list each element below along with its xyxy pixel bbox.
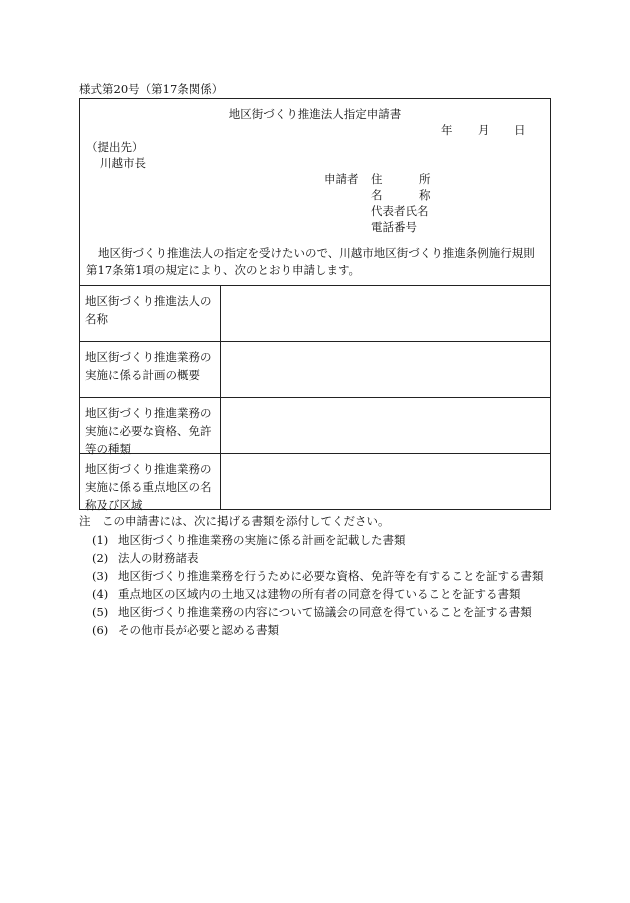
list-item: [92, 587, 521, 603]
form-number-label: 様式第20号（第17条関係）: [79, 82, 224, 96]
table-row: [80, 342, 550, 398]
list-item: [92, 569, 544, 585]
applicant-label: 申請者: [324, 172, 359, 186]
item-number: (6): [92, 623, 109, 637]
list-item: [92, 605, 532, 621]
item-text: 地区街づくり推進業務の実施に係る計画を記載した書類: [118, 533, 406, 547]
row-value-field[interactable]: [221, 454, 550, 510]
item-text: 地区街づくり推進業務の内容について協議会の同意を得ていることを証する書類: [118, 605, 532, 619]
item-text: その他市長が必要と認める書類: [118, 623, 279, 637]
date-day: 日: [514, 123, 526, 137]
item-number: (4): [92, 587, 109, 601]
row-value-field[interactable]: [221, 286, 550, 341]
addressee-label: （提出先）: [86, 140, 144, 154]
row-label: 地区街づくり推進業務の実施に係る重点地区の名称及び区域: [80, 454, 221, 510]
table-row: [80, 286, 550, 342]
list-item: [92, 533, 406, 549]
table-row: [80, 398, 550, 454]
item-number: (5): [92, 605, 109, 619]
item-number: (2): [92, 551, 109, 565]
applicant-address-label-1: 住: [371, 172, 383, 186]
list-item: [92, 551, 199, 567]
representative-label: 代表者氏名: [371, 204, 429, 218]
applicant-name-label-1: 名: [371, 188, 383, 202]
item-text: 地区街づくり推進業務を行うために必要な資格、免許等を有することを証する書類: [118, 569, 544, 583]
list-item: [92, 623, 279, 639]
recipient-name: 川越市長: [100, 156, 146, 170]
note-heading: 注 この申請書には、次に掲げる書類を添付してください。: [79, 514, 390, 528]
application-form-frame: [79, 98, 551, 510]
table-row: [80, 454, 550, 510]
item-text: 重点地区の区域内の土地又は建物の所有者の同意を得ていることを証する書類: [118, 587, 521, 601]
row-value-field[interactable]: [221, 398, 550, 453]
row-label: 地区街づくり推進業務の実施に必要な資格、免許等の種類: [80, 398, 221, 453]
item-number: (3): [92, 569, 109, 583]
applicant-address-label-2: 所: [419, 172, 431, 186]
document-title: 地区街づくり推進法人指定申請書: [228, 107, 402, 121]
date-month: 月: [478, 123, 490, 137]
applicant-name-label-2: 称: [419, 188, 431, 202]
row-label: 地区街づくり推進業務の実施に係る計画の概要: [80, 342, 221, 397]
application-table: [80, 285, 550, 510]
date-year: 年: [441, 123, 453, 137]
item-number: (1): [92, 533, 109, 547]
phone-label: 電話番号: [371, 220, 417, 234]
row-value-field[interactable]: [221, 342, 550, 397]
application-statement: 地区街づくり推進法人の指定を受けたいので、川越市地区街づくり推進条例施行規則第17条第1項の規定により、次のとおり申請します。: [86, 246, 535, 278]
row-label: 地区街づくり推進法人の名称: [80, 286, 221, 341]
item-text: 法人の財務諸表: [118, 551, 199, 565]
